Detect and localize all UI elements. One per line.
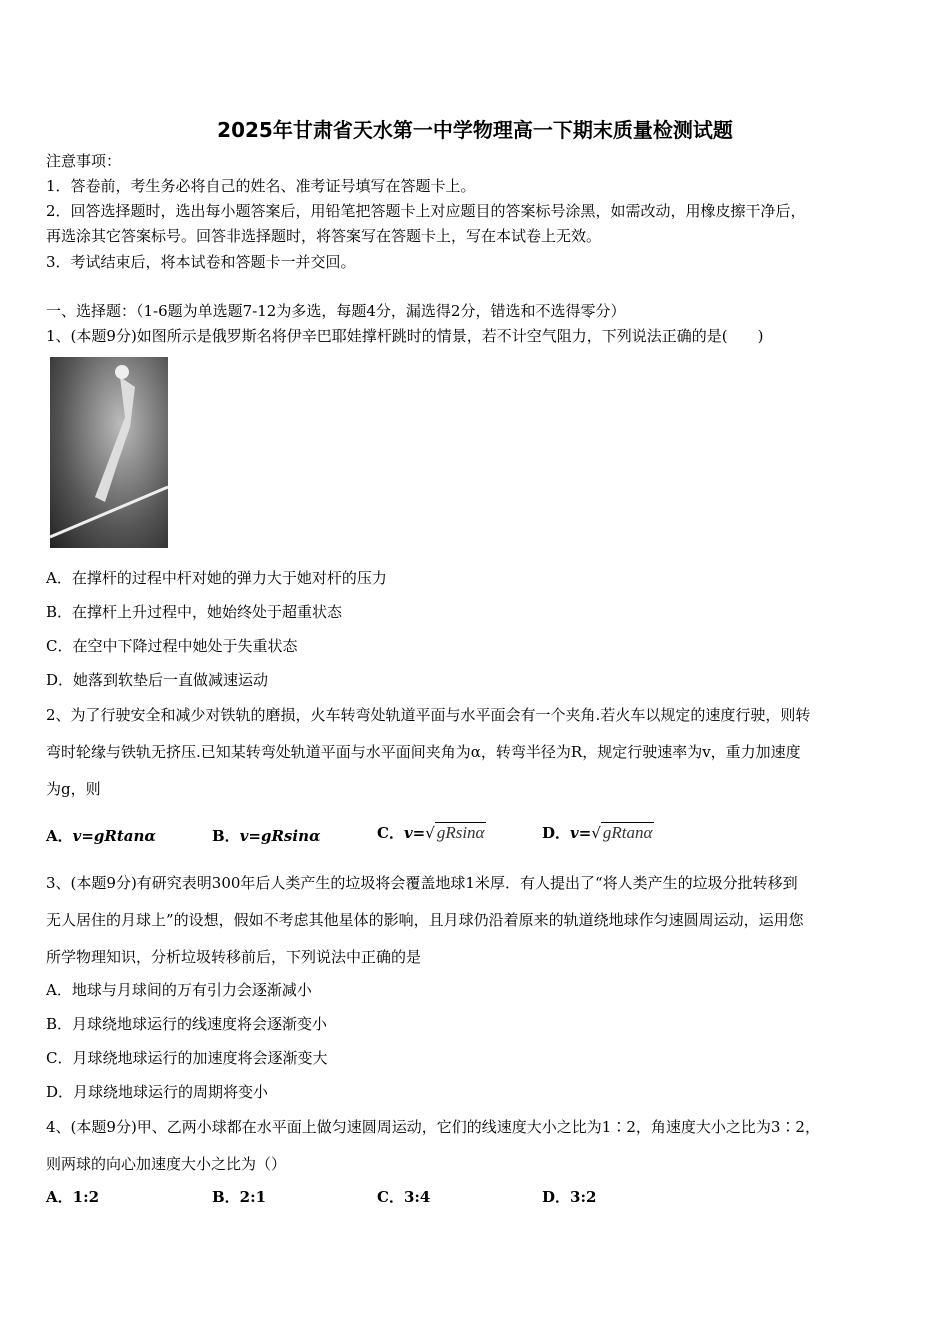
q2-option-a: A．v=gRtanα bbox=[46, 827, 156, 845]
question-3-line: 3、(本题9分)有研究表明300年后人类产生的垃圾将会覆盖地球1米厚．有人提出了“将人类产生的垃圾分批转移到 bbox=[46, 874, 798, 892]
q3-option-a: A．地球与月球间的万有引力会逐渐减小 bbox=[46, 981, 312, 999]
question-1-stem: 1、(本题9分)如图所示是俄罗斯名将伊辛巴耶娃撑杆跳时的情景，若不计空气阻力，下列说法正确的是( ) bbox=[46, 327, 764, 345]
question-2-line: 为g，则 bbox=[46, 780, 101, 798]
q4-option-a: A．1:2 bbox=[46, 1188, 100, 1206]
note-item: 3．考试结束后，将本试卷和答题卡一并交回。 bbox=[46, 253, 356, 271]
question-3-line: 所学物理知识，分析垃圾转移前后，下列说法中正确的是 bbox=[46, 948, 422, 966]
q2-option-c: C．v=√ gRsinα bbox=[377, 823, 485, 842]
q2-option-b: B．v=gRsinα bbox=[212, 827, 321, 845]
pole-vault-photo bbox=[50, 357, 168, 548]
question-2-line: 弯时轮缘与铁轨无挤压.已知某转弯处轨道平面与水平面间夹角为α，转弯半径为R，规定行驶速率为v，重力加速度 bbox=[46, 743, 801, 761]
question-2-line: 2、为了行驶安全和减少对铁轨的磨损，火车转弯处轨道平面与水平面会有一个夹角.若火车以规定的速度行驶，则转 bbox=[46, 706, 811, 724]
q1-option-c: C．在空中下降过程中她处于失重状态 bbox=[46, 637, 298, 655]
q3-option-c: C．月球绕地球运行的加速度将会逐渐变大 bbox=[46, 1049, 328, 1067]
q4-option-b: B．2:1 bbox=[212, 1188, 267, 1206]
q4-option-c: C．3:4 bbox=[377, 1188, 431, 1206]
note-item: 再选涂其它答案标号。回答非选择题时，将答案写在答题卡上，写在本试卷上无效。 bbox=[46, 227, 602, 245]
q1-option-b: B．在撑杆上升过程中，她始终处于超重状态 bbox=[46, 603, 343, 621]
question-3-line: 无人居住的月球上”的设想，假如不考虑其他星体的影响，且月球仍沿着原来的轨道绕地球作匀速圆周运动，运用您 bbox=[46, 911, 804, 929]
question-4-line: 4、(本题9分)甲、乙两小球都在水平面上做匀速圆周运动，它们的线速度大小之比为1∶2，角速度大小之比为3∶2， bbox=[46, 1118, 820, 1136]
question-4-line: 则两球的向心加速度大小之比为（） bbox=[46, 1155, 287, 1173]
page-title: 2025年甘肃省天水第一中学物理高一下期末质量检测试题 bbox=[217, 118, 733, 142]
notes-heading: 注意事项： bbox=[46, 152, 122, 170]
note-item: 1．答卷前，考生务必将自己的姓名、准考证号填写在答题卡上。 bbox=[46, 177, 476, 195]
section-heading: 一、选择题：（1-6题为单选题7-12为多选，每题4分，漏选得2分，错选和不选得零分） bbox=[46, 302, 626, 320]
q3-option-d: D．月球绕地球运行的周期将变小 bbox=[46, 1083, 269, 1101]
q1-option-d: D．她落到软垫后一直做减速运动 bbox=[46, 671, 269, 689]
q1-option-a: A．在撑杆的过程中杆对她的弹力大于她对杆的压力 bbox=[46, 569, 387, 587]
note-item: 2．回答选择题时，选出每小题答案后，用铅笔把答题卡上对应题目的答案标号涂黑，如需改动，用橡皮擦干净后， bbox=[46, 202, 806, 220]
q4-option-d: D．3:2 bbox=[542, 1188, 597, 1206]
q2-option-d: D．v=√ gRtanα bbox=[542, 823, 653, 842]
q3-option-b: B．月球绕地球运行的线速度将会逐渐变小 bbox=[46, 1015, 328, 1033]
